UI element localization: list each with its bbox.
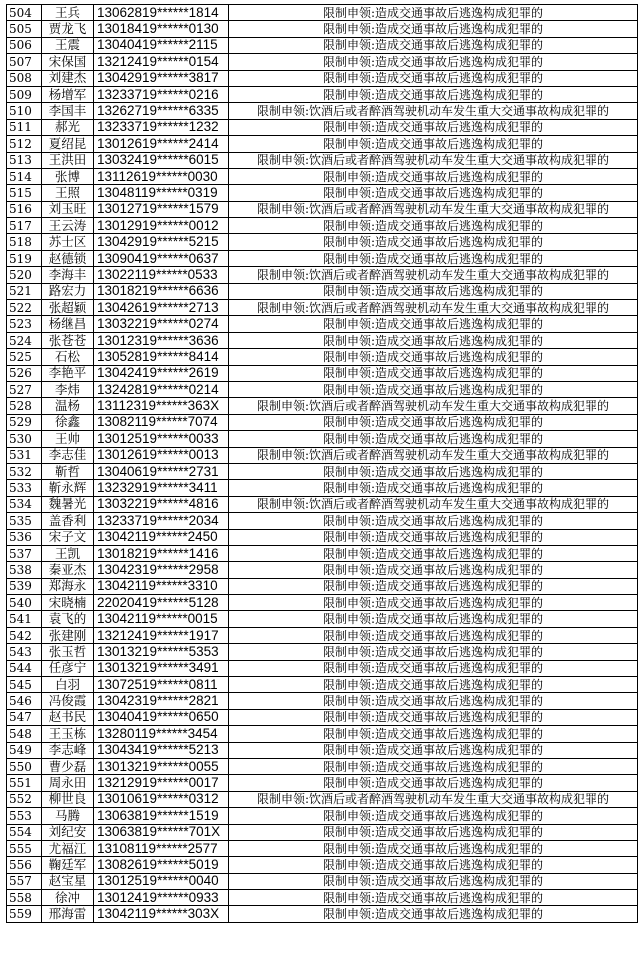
table-row [7, 611, 638, 627]
restriction-reason: 限制申领:饮酒后或者醉酒驾驶机动车发生重大交通事故构成犯罪的 [229, 447, 638, 463]
row-number: 553 [7, 808, 42, 824]
row-number: 556 [7, 857, 42, 873]
table-row [7, 840, 638, 856]
id-number: 13090419******0637 [94, 250, 229, 266]
person-name: 李志佳 [42, 447, 94, 463]
person-name: 李艳平 [42, 365, 94, 381]
row-number: 529 [7, 414, 42, 430]
table-row [7, 709, 638, 725]
restriction-reason: 限制申领:造成交通事故后逃逸构成犯罪的 [229, 906, 638, 922]
person-name: 苏士区 [42, 234, 94, 250]
id-number: 13012619******0013 [94, 447, 229, 463]
id-number: 13042919******3817 [94, 70, 229, 86]
table-row [7, 86, 638, 102]
restriction-reason: 限制申领:造成交通事故后逃逸构成犯罪的 [229, 578, 638, 594]
row-number: 527 [7, 381, 42, 397]
table-row [7, 480, 638, 496]
table-body [7, 5, 638, 923]
id-number: 13233719******1232 [94, 119, 229, 135]
person-name: 王震 [42, 37, 94, 53]
row-number: 523 [7, 316, 42, 332]
person-name: 袁飞的 [42, 611, 94, 627]
table-row [7, 693, 638, 709]
id-number: 13042319******2958 [94, 562, 229, 578]
id-number: 13233719******0216 [94, 86, 229, 102]
id-number: 13012919******0012 [94, 218, 229, 234]
restriction-reason: 限制申领:造成交通事故后逃逸构成犯罪的 [229, 250, 638, 266]
person-name: 王帅 [42, 431, 94, 447]
table-row [7, 103, 638, 119]
person-name: 张苍苍 [42, 332, 94, 348]
row-number: 515 [7, 185, 42, 201]
restriction-reason: 限制申领:造成交通事故后逃逸构成犯罪的 [229, 513, 638, 529]
person-name: 石松 [42, 349, 94, 365]
person-name: 李国丰 [42, 103, 94, 119]
person-name: 王凯 [42, 545, 94, 561]
table-row [7, 185, 638, 201]
table-row [7, 496, 638, 512]
id-number: 13010619******0312 [94, 791, 229, 807]
person-name: 王洪田 [42, 152, 94, 168]
table-row [7, 234, 638, 250]
person-name: 盖香利 [42, 513, 94, 529]
restriction-reason: 限制申领:造成交通事故后逃逸构成犯罪的 [229, 709, 638, 725]
table-row [7, 283, 638, 299]
table-row [7, 316, 638, 332]
person-name: 徐冲 [42, 890, 94, 906]
table-row [7, 857, 638, 873]
person-name: 刘纪安 [42, 824, 94, 840]
id-number: 13018219******1416 [94, 545, 229, 561]
restriction-reason: 限制申领:造成交通事故后逃逸构成犯罪的 [229, 742, 638, 758]
restriction-reason: 限制申领:造成交通事故后逃逸构成犯罪的 [229, 136, 638, 152]
restriction-reason: 限制申领:造成交通事故后逃逸构成犯罪的 [229, 86, 638, 102]
person-name: 杨增军 [42, 86, 94, 102]
row-number: 543 [7, 644, 42, 660]
restriction-reason: 限制申领:饮酒后或者醉酒驾驶机动车发生重大交通事故构成犯罪的 [229, 496, 638, 512]
restriction-reason: 限制申领:造成交通事故后逃逸构成犯罪的 [229, 168, 638, 184]
id-number: 13212419******1917 [94, 627, 229, 643]
table-row [7, 513, 638, 529]
person-name: 郑海永 [42, 578, 94, 594]
person-name: 冯俊霞 [42, 693, 94, 709]
person-name: 尤福江 [42, 840, 94, 856]
table-row [7, 758, 638, 774]
id-number: 13018419******0130 [94, 21, 229, 37]
restriction-reason: 限制申领:造成交通事故后逃逸构成犯罪的 [229, 562, 638, 578]
person-name: 邢海雷 [42, 906, 94, 922]
restriction-reason: 限制申领:造成交通事故后逃逸构成犯罪的 [229, 644, 638, 660]
person-name: 杨继昌 [42, 316, 94, 332]
person-name: 魏暑光 [42, 496, 94, 512]
restriction-reason: 限制申领:造成交通事故后逃逸构成犯罪的 [229, 365, 638, 381]
id-number: 13032419******6015 [94, 152, 229, 168]
person-name: 郝光 [42, 119, 94, 135]
table-row [7, 152, 638, 168]
table-row [7, 70, 638, 86]
restriction-reason: 限制申领:饮酒后或者醉酒驾驶机动车发生重大交通事故构成犯罪的 [229, 398, 638, 414]
row-number: 516 [7, 201, 42, 217]
restriction-reason: 限制申领:造成交通事故后逃逸构成犯罪的 [229, 21, 638, 37]
id-number: 13233719******2034 [94, 513, 229, 529]
table-row [7, 201, 638, 217]
row-number: 509 [7, 86, 42, 102]
row-number: 530 [7, 431, 42, 447]
table-row [7, 824, 638, 840]
id-number: 13012619******2414 [94, 136, 229, 152]
person-name: 王玉栋 [42, 726, 94, 742]
person-name: 鞠廷军 [42, 857, 94, 873]
table-row [7, 21, 638, 37]
id-number: 13042419******2619 [94, 365, 229, 381]
person-name: 夏绍昆 [42, 136, 94, 152]
person-name: 李海丰 [42, 267, 94, 283]
table-row [7, 578, 638, 594]
table-row [7, 250, 638, 266]
row-number: 531 [7, 447, 42, 463]
person-name: 靳永辉 [42, 480, 94, 496]
id-number: 13013219******5353 [94, 644, 229, 660]
table-row [7, 119, 638, 135]
person-name: 路宏力 [42, 283, 94, 299]
restriction-reason: 限制申领:造成交通事故后逃逸构成犯罪的 [229, 677, 638, 693]
table-row [7, 808, 638, 824]
restriction-reason: 限制申领:饮酒后或者醉酒驾驶机动车发生重大交通事故构成犯罪的 [229, 791, 638, 807]
table-row [7, 332, 638, 348]
id-number: 13040419******0650 [94, 709, 229, 725]
id-number: 13040419******2115 [94, 37, 229, 53]
table-row [7, 218, 638, 234]
restriction-reason: 限制申领:造成交通事故后逃逸构成犯罪的 [229, 595, 638, 611]
row-number: 550 [7, 758, 42, 774]
id-number: 13232919******3411 [94, 480, 229, 496]
table-row [7, 414, 638, 430]
person-name: 刘玉旺 [42, 201, 94, 217]
row-number: 506 [7, 37, 42, 53]
person-name: 宋晓楠 [42, 595, 94, 611]
table-row [7, 5, 638, 21]
id-number: 13042119******303X [94, 906, 229, 922]
table-row [7, 562, 638, 578]
id-number: 13018219******6636 [94, 283, 229, 299]
row-number: 533 [7, 480, 42, 496]
row-number: 558 [7, 890, 42, 906]
person-name: 宋子文 [42, 529, 94, 545]
violations-table [6, 4, 638, 923]
id-number: 13032219******0274 [94, 316, 229, 332]
restriction-reason: 限制申领:造成交通事故后逃逸构成犯罪的 [229, 857, 638, 873]
person-name: 赵德锁 [42, 250, 94, 266]
restriction-reason: 限制申领:造成交通事故后逃逸构成犯罪的 [229, 37, 638, 53]
restriction-reason: 限制申领:造成交通事故后逃逸构成犯罪的 [229, 529, 638, 545]
restriction-reason: 限制申领:造成交通事故后逃逸构成犯罪的 [229, 463, 638, 479]
id-number: 13012519******0033 [94, 431, 229, 447]
row-number: 524 [7, 332, 42, 348]
restriction-reason: 限制申领:饮酒后或者醉酒驾驶机动车发生重大交通事故构成犯罪的 [229, 152, 638, 168]
person-name: 王云涛 [42, 218, 94, 234]
table-row [7, 742, 638, 758]
id-number: 13082119******7074 [94, 414, 229, 430]
table-row [7, 398, 638, 414]
row-number: 508 [7, 70, 42, 86]
table-row [7, 627, 638, 643]
person-name: 靳哲 [42, 463, 94, 479]
table-row [7, 906, 638, 922]
row-number: 552 [7, 791, 42, 807]
person-name: 刘建杰 [42, 70, 94, 86]
id-number: 13112619******0030 [94, 168, 229, 184]
person-name: 徐鑫 [42, 414, 94, 430]
table-row [7, 365, 638, 381]
row-number: 555 [7, 840, 42, 856]
restriction-reason: 限制申领:造成交通事故后逃逸构成犯罪的 [229, 758, 638, 774]
row-number: 551 [7, 775, 42, 791]
id-number: 13042119******3310 [94, 578, 229, 594]
restriction-reason: 限制申领:造成交通事故后逃逸构成犯罪的 [229, 234, 638, 250]
person-name: 宋保国 [42, 54, 94, 70]
person-name: 柳世良 [42, 791, 94, 807]
restriction-reason: 限制申领:造成交通事故后逃逸构成犯罪的 [229, 316, 638, 332]
restriction-reason: 限制申领:造成交通事故后逃逸构成犯罪的 [229, 185, 638, 201]
id-number: 13043419******5213 [94, 742, 229, 758]
row-number: 539 [7, 578, 42, 594]
row-number: 504 [7, 5, 42, 21]
id-number: 13212419******0154 [94, 54, 229, 70]
restriction-reason: 限制申领:饮酒后或者醉酒驾驶机动车发生重大交通事故构成犯罪的 [229, 267, 638, 283]
restriction-reason: 限制申领:造成交通事故后逃逸构成犯罪的 [229, 332, 638, 348]
restriction-reason: 限制申领:造成交通事故后逃逸构成犯罪的 [229, 480, 638, 496]
restriction-reason: 限制申领:造成交通事故后逃逸构成犯罪的 [229, 611, 638, 627]
person-name: 白羽 [42, 677, 94, 693]
row-number: 554 [7, 824, 42, 840]
row-number: 546 [7, 693, 42, 709]
table-row [7, 300, 638, 316]
id-number: 13042119******2450 [94, 529, 229, 545]
id-number: 13040619******2731 [94, 463, 229, 479]
row-number: 545 [7, 677, 42, 693]
row-number: 557 [7, 873, 42, 889]
table-row [7, 381, 638, 397]
id-number: 13042919******5215 [94, 234, 229, 250]
restriction-reason: 限制申领:饮酒后或者醉酒驾驶机动车发生重大交通事故构成犯罪的 [229, 300, 638, 316]
restriction-reason: 限制申领:造成交通事故后逃逸构成犯罪的 [229, 824, 638, 840]
row-number: 518 [7, 234, 42, 250]
restriction-reason: 限制申领:造成交通事故后逃逸构成犯罪的 [229, 431, 638, 447]
row-number: 542 [7, 627, 42, 643]
restriction-reason: 限制申领:饮酒后或者醉酒驾驶机动车发生重大交通事故构成犯罪的 [229, 201, 638, 217]
table-row [7, 791, 638, 807]
row-number: 525 [7, 349, 42, 365]
table-row [7, 873, 638, 889]
person-name: 李炜 [42, 381, 94, 397]
restriction-reason: 限制申领:造成交通事故后逃逸构成犯罪的 [229, 726, 638, 742]
person-name: 赵宝星 [42, 873, 94, 889]
row-number: 526 [7, 365, 42, 381]
row-number: 544 [7, 660, 42, 676]
id-number: 13022119******0533 [94, 267, 229, 283]
id-number: 13108119******2577 [94, 840, 229, 856]
restriction-reason: 限制申领:造成交通事故后逃逸构成犯罪的 [229, 414, 638, 430]
restriction-reason: 限制申领:造成交通事故后逃逸构成犯罪的 [229, 119, 638, 135]
row-number: 536 [7, 529, 42, 545]
row-number: 521 [7, 283, 42, 299]
person-name: 赵书民 [42, 709, 94, 725]
row-number: 534 [7, 496, 42, 512]
restriction-reason: 限制申领:造成交通事故后逃逸构成犯罪的 [229, 54, 638, 70]
restriction-reason: 限制申领:造成交通事故后逃逸构成犯罪的 [229, 545, 638, 561]
restriction-reason: 限制申领:造成交通事故后逃逸构成犯罪的 [229, 349, 638, 365]
table-row [7, 447, 638, 463]
id-number: 13082619******5019 [94, 857, 229, 873]
table-row [7, 775, 638, 791]
person-name: 任彦宁 [42, 660, 94, 676]
row-number: 548 [7, 726, 42, 742]
id-number: 13062819******1814 [94, 5, 229, 21]
restriction-reason: 限制申领:造成交通事故后逃逸构成犯罪的 [229, 808, 638, 824]
restriction-reason: 限制申领:造成交通事故后逃逸构成犯罪的 [229, 873, 638, 889]
id-number: 13013219******0055 [94, 758, 229, 774]
id-number: 13013219******3491 [94, 660, 229, 676]
table-row [7, 463, 638, 479]
table-row [7, 168, 638, 184]
row-number: 559 [7, 906, 42, 922]
id-number: 13280119******3454 [94, 726, 229, 742]
table-row [7, 660, 638, 676]
id-number: 13048119******0319 [94, 185, 229, 201]
id-number: 13042319******2821 [94, 693, 229, 709]
row-number: 510 [7, 103, 42, 119]
restriction-reason: 限制申领:造成交通事故后逃逸构成犯罪的 [229, 627, 638, 643]
row-number: 507 [7, 54, 42, 70]
row-number: 505 [7, 21, 42, 37]
id-number: 13012319******3636 [94, 332, 229, 348]
id-number: 22020419******5128 [94, 595, 229, 611]
row-number: 540 [7, 595, 42, 611]
id-number: 13072519******0811 [94, 677, 229, 693]
id-number: 13012719******1579 [94, 201, 229, 217]
person-name: 温杨 [42, 398, 94, 414]
table-row [7, 431, 638, 447]
id-number: 13262719******6335 [94, 103, 229, 119]
person-name: 秦亚杰 [42, 562, 94, 578]
restriction-reason: 限制申领:饮酒后或者醉酒驾驶机动车发生重大交通事故构成犯罪的 [229, 103, 638, 119]
restriction-reason: 限制申领:造成交通事故后逃逸构成犯罪的 [229, 660, 638, 676]
row-number: 514 [7, 168, 42, 184]
table-row [7, 37, 638, 53]
id-number: 13063819******1519 [94, 808, 229, 824]
row-number: 520 [7, 267, 42, 283]
person-name: 马腾 [42, 808, 94, 824]
id-number: 13112319******363X [94, 398, 229, 414]
row-number: 541 [7, 611, 42, 627]
row-number: 535 [7, 513, 42, 529]
table-row [7, 54, 638, 70]
person-name: 周永田 [42, 775, 94, 791]
row-number: 547 [7, 709, 42, 725]
table-row [7, 890, 638, 906]
row-number: 537 [7, 545, 42, 561]
restriction-reason: 限制申领:造成交通事故后逃逸构成犯罪的 [229, 70, 638, 86]
table-row [7, 349, 638, 365]
person-name: 张超颖 [42, 300, 94, 316]
row-number: 549 [7, 742, 42, 758]
row-number: 522 [7, 300, 42, 316]
person-name: 王兵 [42, 5, 94, 21]
table-row [7, 595, 638, 611]
person-name: 张建刚 [42, 627, 94, 643]
person-name: 李志峰 [42, 742, 94, 758]
restriction-reason: 限制申领:造成交通事故后逃逸构成犯罪的 [229, 693, 638, 709]
table-row [7, 677, 638, 693]
table-row [7, 726, 638, 742]
restriction-reason: 限制申领:造成交通事故后逃逸构成犯罪的 [229, 890, 638, 906]
id-number: 13012419******0933 [94, 890, 229, 906]
person-name: 曹少磊 [42, 758, 94, 774]
row-number: 538 [7, 562, 42, 578]
restriction-reason: 限制申领:造成交通事故后逃逸构成犯罪的 [229, 5, 638, 21]
row-number: 512 [7, 136, 42, 152]
id-number: 13063819******701X [94, 824, 229, 840]
restriction-reason: 限制申领:造成交通事故后逃逸构成犯罪的 [229, 775, 638, 791]
row-number: 519 [7, 250, 42, 266]
row-number: 511 [7, 119, 42, 135]
restriction-reason: 限制申领:造成交通事故后逃逸构成犯罪的 [229, 218, 638, 234]
table-row [7, 136, 638, 152]
person-name: 王照 [42, 185, 94, 201]
person-name: 张玉哲 [42, 644, 94, 660]
table-row [7, 644, 638, 660]
row-number: 532 [7, 463, 42, 479]
id-number: 13042119******0015 [94, 611, 229, 627]
person-name: 张博 [42, 168, 94, 184]
person-name: 贾龙飞 [42, 21, 94, 37]
restriction-reason: 限制申领:造成交通事故后逃逸构成犯罪的 [229, 381, 638, 397]
table-row [7, 529, 638, 545]
table-row [7, 545, 638, 561]
row-number: 528 [7, 398, 42, 414]
restriction-reason: 限制申领:造成交通事故后逃逸构成犯罪的 [229, 283, 638, 299]
restriction-reason: 限制申领:造成交通事故后逃逸构成犯罪的 [229, 840, 638, 856]
row-number: 517 [7, 218, 42, 234]
id-number: 13242819******0214 [94, 381, 229, 397]
id-number: 13032219******4816 [94, 496, 229, 512]
row-number: 513 [7, 152, 42, 168]
id-number: 13212919******0017 [94, 775, 229, 791]
id-number: 13052819******8414 [94, 349, 229, 365]
table-row [7, 267, 638, 283]
id-number: 13012519******0040 [94, 873, 229, 889]
id-number: 13042619******2713 [94, 300, 229, 316]
